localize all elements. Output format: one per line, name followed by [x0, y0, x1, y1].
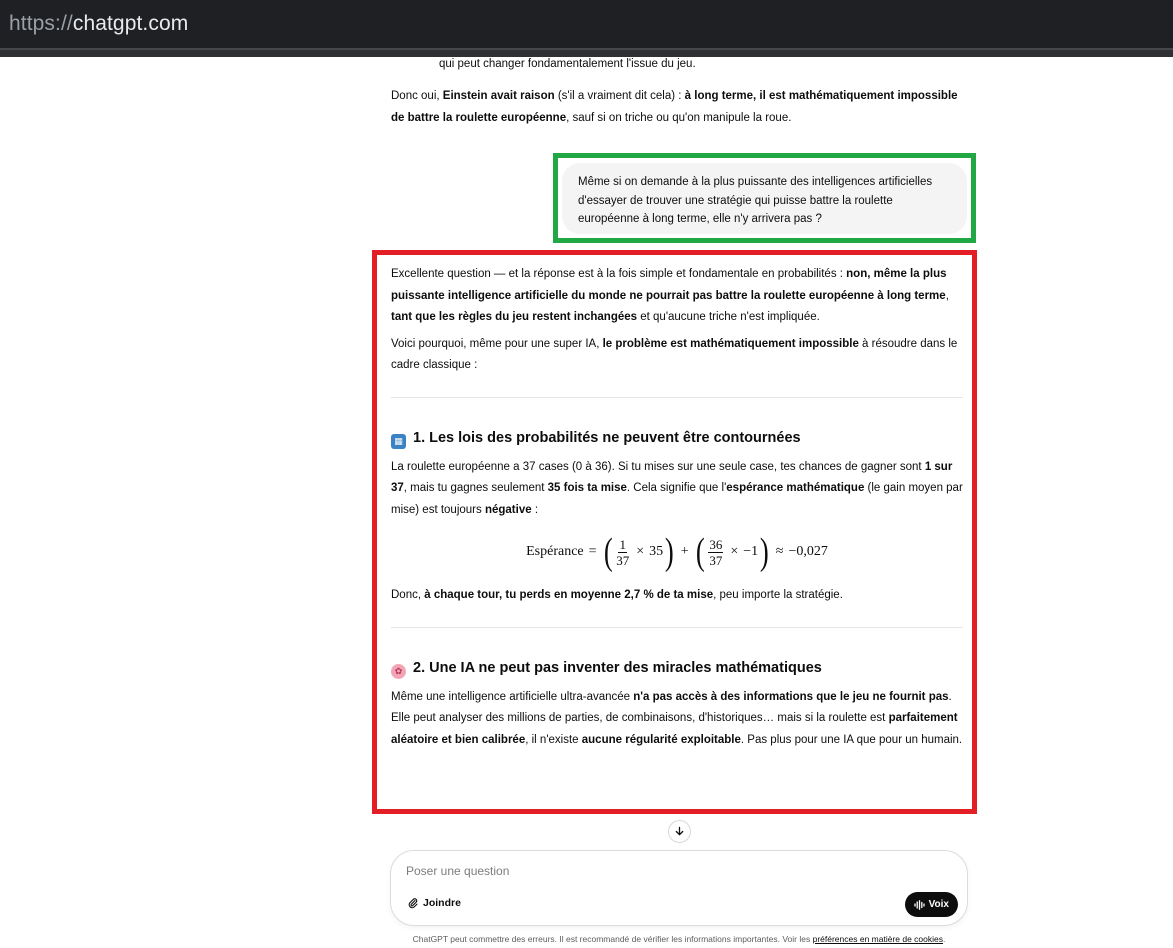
section-1-paragraph: La roulette européenne a 37 cases (0 à 36). Si tu mises sur une seule case, tes chances de gagner sont 1 sur 37, mais tu gagnes seulement 35 fois ta mise. Cela signifie que l'espérance mathématique (le gain moyen par mise) est toujours négative :: [391, 460, 963, 516]
url-text[interactable]: [9, 12, 188, 36]
input-numbers-icon: ▦: [391, 434, 406, 449]
assistant-answer: [391, 264, 963, 756]
attach-button[interactable]: [407, 897, 461, 909]
composer-input[interactable]: Poser une question: [406, 864, 510, 878]
voice-label: Voix: [928, 899, 949, 910]
user-message-text: Même si on demande à la plus puissante des intelligences artificielles d'essayer de trouver une stratégie qui puisse battre la roulette européenne à long terme, elle n'y arrivera pas ?: [578, 176, 933, 225]
section-divider: [391, 397, 963, 398]
answer-why: Voici pourquoi, même pour une super IA, le problème est mathématiquement impossible à résoudre dans le cadre classique :: [391, 337, 958, 371]
url-scheme: https://: [9, 12, 73, 35]
section-divider: [391, 627, 963, 628]
footer-disclaimer: ChatGPT peut commettre des erreurs. Il est recommandé de vérifier les informations importantes. Voir les préférences en matière de cookies.: [412, 934, 946, 944]
attach-label: Joindre: [423, 897, 461, 909]
section-2-paragraph: Même une intelligence artificielle ultra-avancée n'a pas accès à des informations que le jeu ne fournit pas. Elle peut analyser des millions de parties, de combinaisons, d'historiques… mais si la roulette est parfaitement aléatoire et bien calibrée, il n'existe aucune régularité exploitable. Pas plus pour une IA que pour un humain.: [391, 690, 963, 746]
cookie-preferences-link[interactable]: préférences en matière de cookies: [812, 934, 943, 944]
waveform-icon: [914, 900, 925, 910]
page-scrollbar[interactable]: [1161, 57, 1173, 948]
paperclip-icon: [407, 897, 419, 909]
section-1-heading: ▦ 1. Les lois des probabilités ne peuvent être contournées: [391, 428, 963, 449]
section-1-conclusion: Donc, à chaque tour, tu perds en moyenne 2,7 % de ta mise, peu importe la stratégie.: [391, 589, 843, 601]
previous-list-tail: qui peut changer fondamentalement l'issue du jeu.: [439, 58, 696, 70]
message-composer[interactable]: [390, 850, 968, 926]
answer-intro: Excellente question — et la réponse est à la fois simple et fondamentale en probabilités : non, même la plus puissante intelligence artificielle du monde ne pourrait pas battre la roulette européenne à long terme, tant que les règles du jeu restent inchangées et qu'aucune triche n'est impliquée.: [391, 268, 949, 323]
url-host: chatgpt.com: [72, 12, 189, 35]
previous-conclusion: Donc oui, Einstein avait raison (s'il a vraiment dit cela) : à long terme, il est mathématiquement impossible de battre la roulette européenne, sauf si on triche ou qu'on manipule la roue.: [391, 90, 958, 124]
browser-toolbar-strip: [0, 48, 1173, 57]
arrow-down-icon: [674, 826, 685, 837]
browser-address-bar[interactable]: [0, 0, 1173, 48]
voice-button[interactable]: [905, 892, 958, 917]
section-2-heading: ✿ 2. Une IA ne peut pas inventer des miracles mathématiques: [391, 658, 963, 679]
brain-icon: ✿: [391, 664, 406, 679]
scroll-to-bottom-button[interactable]: [668, 820, 691, 843]
user-message-bubble: [562, 163, 967, 234]
expectation-formula: Espérance = ( $\frac{1}{37}$ × 35 ) + ( $\frac{36}{37}$ × −1 ) ≈ −0,027: [526, 531, 828, 573]
